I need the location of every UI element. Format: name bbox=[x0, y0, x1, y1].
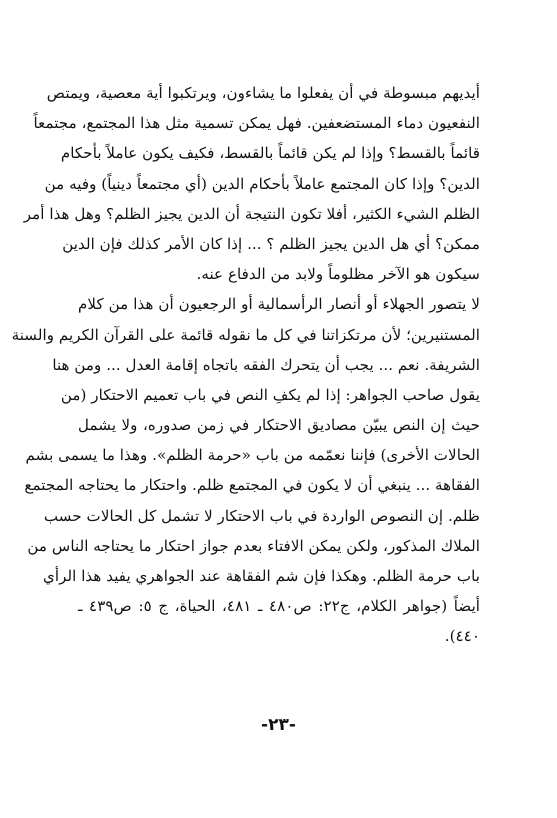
text-line: النفعيون دماء المستضعفين. فهل يمكن تسمية مثل هذا المجتمع، مجتمعاً bbox=[33, 114, 480, 133]
body-text bbox=[11, 78, 481, 652]
text-line: الظلم الشيء الكثير، أفلا تكون النتيجة أن الدين يجيز الظلم؟ وهل هذا أمر bbox=[23, 204, 480, 223]
text-line: المستنيرين؛ لأن مرتكزاتنا في كل ما نقوله قائمة على القرآن الكريم والسنة bbox=[11, 325, 480, 344]
text-line: أيضاً (جواهر الكلام، ج٢٢: ص٤٨٠ ـ ٤٨١، الحياة، ج ٥: ص٤٣٩ ـ bbox=[78, 597, 481, 616]
text-line: باب حرمة الظلم. وهكذا فإن شم الفقاهة عند الجواهري يفيد هذا الرأي bbox=[43, 567, 480, 585]
text-line: يقول صاحب الجواهر: إذا لم يكفِ النص في باب تعميم الاحتكار (من bbox=[60, 385, 480, 404]
page-number: -٢٣- bbox=[261, 715, 296, 735]
text-line: ظلم. إن النصوص الواردة في باب الاحتكار لا تشمل كل الحالات حسب bbox=[43, 506, 480, 525]
text-line: الفقاهة ... ينبغي أن لا يكون في المجتمع ظلم. واحتكار ما يحتاجه المجتمع bbox=[24, 476, 480, 495]
text-line: لا يتصور الجهلاء أو أنصار الرأسمالية أو الرجعيون أن هذا من كلام bbox=[78, 295, 480, 314]
text-line: حيث إن النص يبيّن مصاديق الاحتكار في زمن صدوره، ولا يشمل bbox=[78, 416, 480, 435]
text-line: الدين؟ وإذا كان المجتمع عاملاً بأحكام الدين (أي مجتمعاً دينياً) وفيه من bbox=[44, 174, 480, 193]
text-line: ممكن؟ أي هل الدين يجيز الظلم ؟ ... إذا كان الأمر كذلك فإن الدين bbox=[62, 234, 480, 253]
text-line: سيكون هو الآخر مظلوماً ولابد من الدفاع عنه. bbox=[196, 265, 480, 284]
text-line: قائماً بالقسط؟ وإذا لم يكن قائماً بالقسط، فكيف يكون عاملاً بأحكام bbox=[60, 144, 480, 163]
text-line: الشريفة. نعم ... يجب أن يتحرك الفقه باتجاه إقامة العدل ... ومن هنا bbox=[52, 355, 480, 374]
text-line: الملاك المذكور، ولكن يمكن الافتاء بعدم جواز احتكار ما يحتاجه الناس من bbox=[27, 536, 480, 555]
text-line: أيديهم مبسوطة في أن يفعلوا ما يشاءون، ويرتكبوا أية معصية، ويمتص bbox=[46, 84, 480, 102]
paragraph-2 bbox=[11, 289, 481, 651]
text-line: ٤٤٠). bbox=[444, 627, 480, 646]
paragraph-1 bbox=[23, 78, 480, 289]
text-line: الحالات الأخرى) فإننا نعمّمه من باب «حرمة الظلم». وهذا ما يسمى بشم bbox=[25, 446, 480, 465]
